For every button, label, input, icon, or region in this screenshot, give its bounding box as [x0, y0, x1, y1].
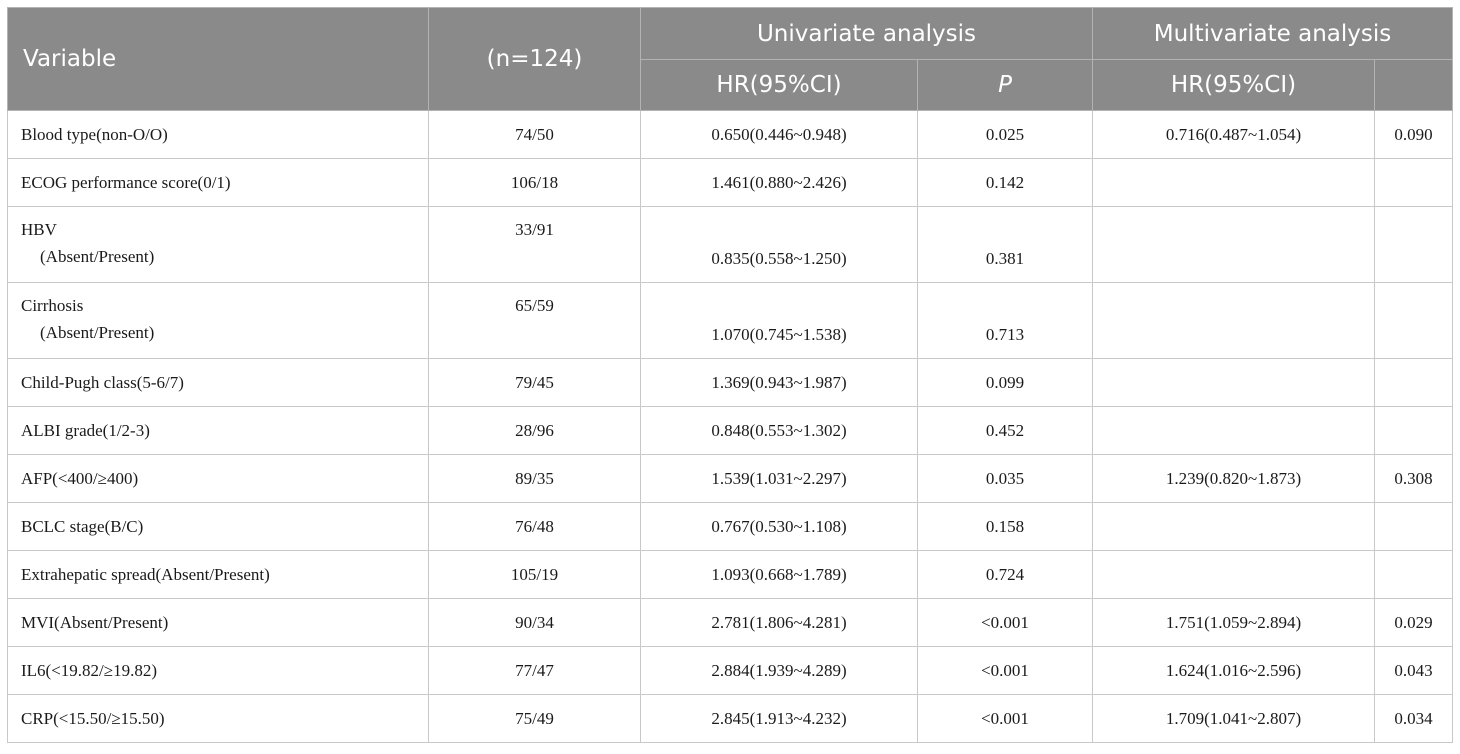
cell-variable: Blood type(non-O/O): [8, 111, 429, 159]
cell-uni-hr: 0.650(0.446~0.948): [641, 111, 918, 159]
cell-multi-p: [1375, 207, 1453, 283]
cell-uni-hr: [641, 283, 918, 359]
cell-multi-hr: [1093, 359, 1375, 407]
cell-n: 28/96: [429, 407, 641, 455]
cell-multi-hr: [1093, 407, 1375, 455]
cell-n: [429, 283, 641, 359]
cell-uni-hr-value: 1.070(0.745~1.538): [711, 325, 847, 344]
table-header: [8, 8, 1453, 111]
cell-multi-p: [1375, 159, 1453, 207]
cell-n: [429, 207, 641, 283]
header-uni-hr: HR(95%CI): [641, 60, 918, 111]
cell-variable: Extrahepatic spread(Absent/Present): [8, 551, 429, 599]
table-row: [8, 359, 1453, 407]
cell-multi-hr: [1093, 207, 1375, 283]
cell-variable: [8, 207, 429, 283]
table-row: [8, 695, 1453, 743]
cell-variable-sub: (Absent/Present): [40, 247, 155, 266]
cell-uni-p: <0.001: [918, 647, 1093, 695]
cell-n: 89/35: [429, 455, 641, 503]
cell-multi-hr: 1.624(1.016~2.596): [1093, 647, 1375, 695]
cell-uni-hr: 1.093(0.668~1.789): [641, 551, 918, 599]
cell-uni-p: 0.142: [918, 159, 1093, 207]
cell-multi-hr: 1.709(1.041~2.807): [1093, 695, 1375, 743]
header-univariate: Univariate analysis: [641, 8, 1093, 60]
cell-multi-p: 0.034: [1375, 695, 1453, 743]
cell-variable: MVI(Absent/Present): [8, 599, 429, 647]
cell-variable: IL6(<19.82/≥19.82): [8, 647, 429, 695]
cell-uni-p: 0.035: [918, 455, 1093, 503]
cell-variable: AFP(<400/≥400): [8, 455, 429, 503]
cell-uni-p: <0.001: [918, 599, 1093, 647]
cell-uni-p: 0.158: [918, 503, 1093, 551]
header-multi-hr: HR(95%CI): [1093, 60, 1375, 111]
cell-variable-sub: (Absent/Present): [40, 323, 155, 342]
cell-n: 79/45: [429, 359, 641, 407]
cell-variable: ECOG performance score(0/1): [8, 159, 429, 207]
cell-n: 106/18: [429, 159, 641, 207]
cell-uni-p: <0.001: [918, 695, 1093, 743]
cell-n: 74/50: [429, 111, 641, 159]
cell-uni-hr: 2.781(1.806~4.281): [641, 599, 918, 647]
cell-multi-hr: [1093, 283, 1375, 359]
cell-uni-hr: 1.461(0.880~2.426): [641, 159, 918, 207]
cell-variable: ALBI grade(1/2-3): [8, 407, 429, 455]
table-row: [8, 207, 1453, 283]
cell-uni-hr: 0.848(0.553~1.302): [641, 407, 918, 455]
cell-n: 77/47: [429, 647, 641, 695]
cell-variable-main: HBV: [21, 220, 57, 239]
results-table: [7, 7, 1453, 743]
cell-n: 105/19: [429, 551, 641, 599]
cell-multi-p: [1375, 407, 1453, 455]
cell-multi-hr: 0.716(0.487~1.054): [1093, 111, 1375, 159]
cell-multi-hr: 1.239(0.820~1.873): [1093, 455, 1375, 503]
cell-n-value: 33/91: [515, 220, 554, 239]
table-row: [8, 111, 1453, 159]
cell-variable: Child-Pugh class(5-6/7): [8, 359, 429, 407]
cell-uni-p: [918, 207, 1093, 283]
cell-multi-hr: 1.751(1.059~2.894): [1093, 599, 1375, 647]
table-row: [8, 455, 1453, 503]
cell-uni-hr: 1.539(1.031~2.297): [641, 455, 918, 503]
header-uni-p: P: [918, 60, 1093, 111]
cell-multi-p: 0.029: [1375, 599, 1453, 647]
cell-n: 90/34: [429, 599, 641, 647]
header-multi-p: [1375, 60, 1453, 111]
cell-uni-hr: [641, 207, 918, 283]
cell-multi-p: 0.043: [1375, 647, 1453, 695]
cell-multi-hr: [1093, 159, 1375, 207]
cell-multi-p: 0.308: [1375, 455, 1453, 503]
cell-uni-p: [918, 283, 1093, 359]
table-row: [8, 407, 1453, 455]
cell-multi-p: [1375, 503, 1453, 551]
cell-uni-p: 0.452: [918, 407, 1093, 455]
table-row: [8, 599, 1453, 647]
cell-multi-hr: [1093, 551, 1375, 599]
cell-n-value: 65/59: [515, 296, 554, 315]
table-row: [8, 283, 1453, 359]
header-variable: Variable: [8, 8, 429, 111]
cell-uni-hr: 1.369(0.943~1.987): [641, 359, 918, 407]
cell-uni-p-value: 0.381: [985, 249, 1025, 268]
cell-variable: BCLC stage(B/C): [8, 503, 429, 551]
cell-multi-hr: [1093, 503, 1375, 551]
table-row: [8, 159, 1453, 207]
header-n: (n=124): [429, 8, 641, 111]
cell-uni-p: 0.025: [918, 111, 1093, 159]
cell-uni-p-value: 0.713: [985, 325, 1025, 344]
table-row: [8, 551, 1453, 599]
cell-uni-hr: 0.767(0.530~1.108): [641, 503, 918, 551]
cell-variable-main: Cirrhosis: [21, 296, 84, 315]
cell-multi-p: [1375, 359, 1453, 407]
header-multivariate: Multivariate analysis: [1093, 8, 1453, 60]
cell-uni-hr-value: 0.835(0.558~1.250): [711, 249, 847, 268]
cell-uni-hr: 2.845(1.913~4.232): [641, 695, 918, 743]
cell-uni-hr: 2.884(1.939~4.289): [641, 647, 918, 695]
cell-multi-p: [1375, 283, 1453, 359]
table-row: [8, 503, 1453, 551]
cell-uni-p: 0.099: [918, 359, 1093, 407]
cell-variable: CRP(<15.50/≥15.50): [8, 695, 429, 743]
cell-n: 76/48: [429, 503, 641, 551]
table-row: [8, 647, 1453, 695]
cell-multi-p: [1375, 551, 1453, 599]
cell-multi-p: 0.090: [1375, 111, 1453, 159]
cell-n: 75/49: [429, 695, 641, 743]
cell-variable: [8, 283, 429, 359]
cell-uni-p: 0.724: [918, 551, 1093, 599]
table-body: [8, 111, 1453, 743]
